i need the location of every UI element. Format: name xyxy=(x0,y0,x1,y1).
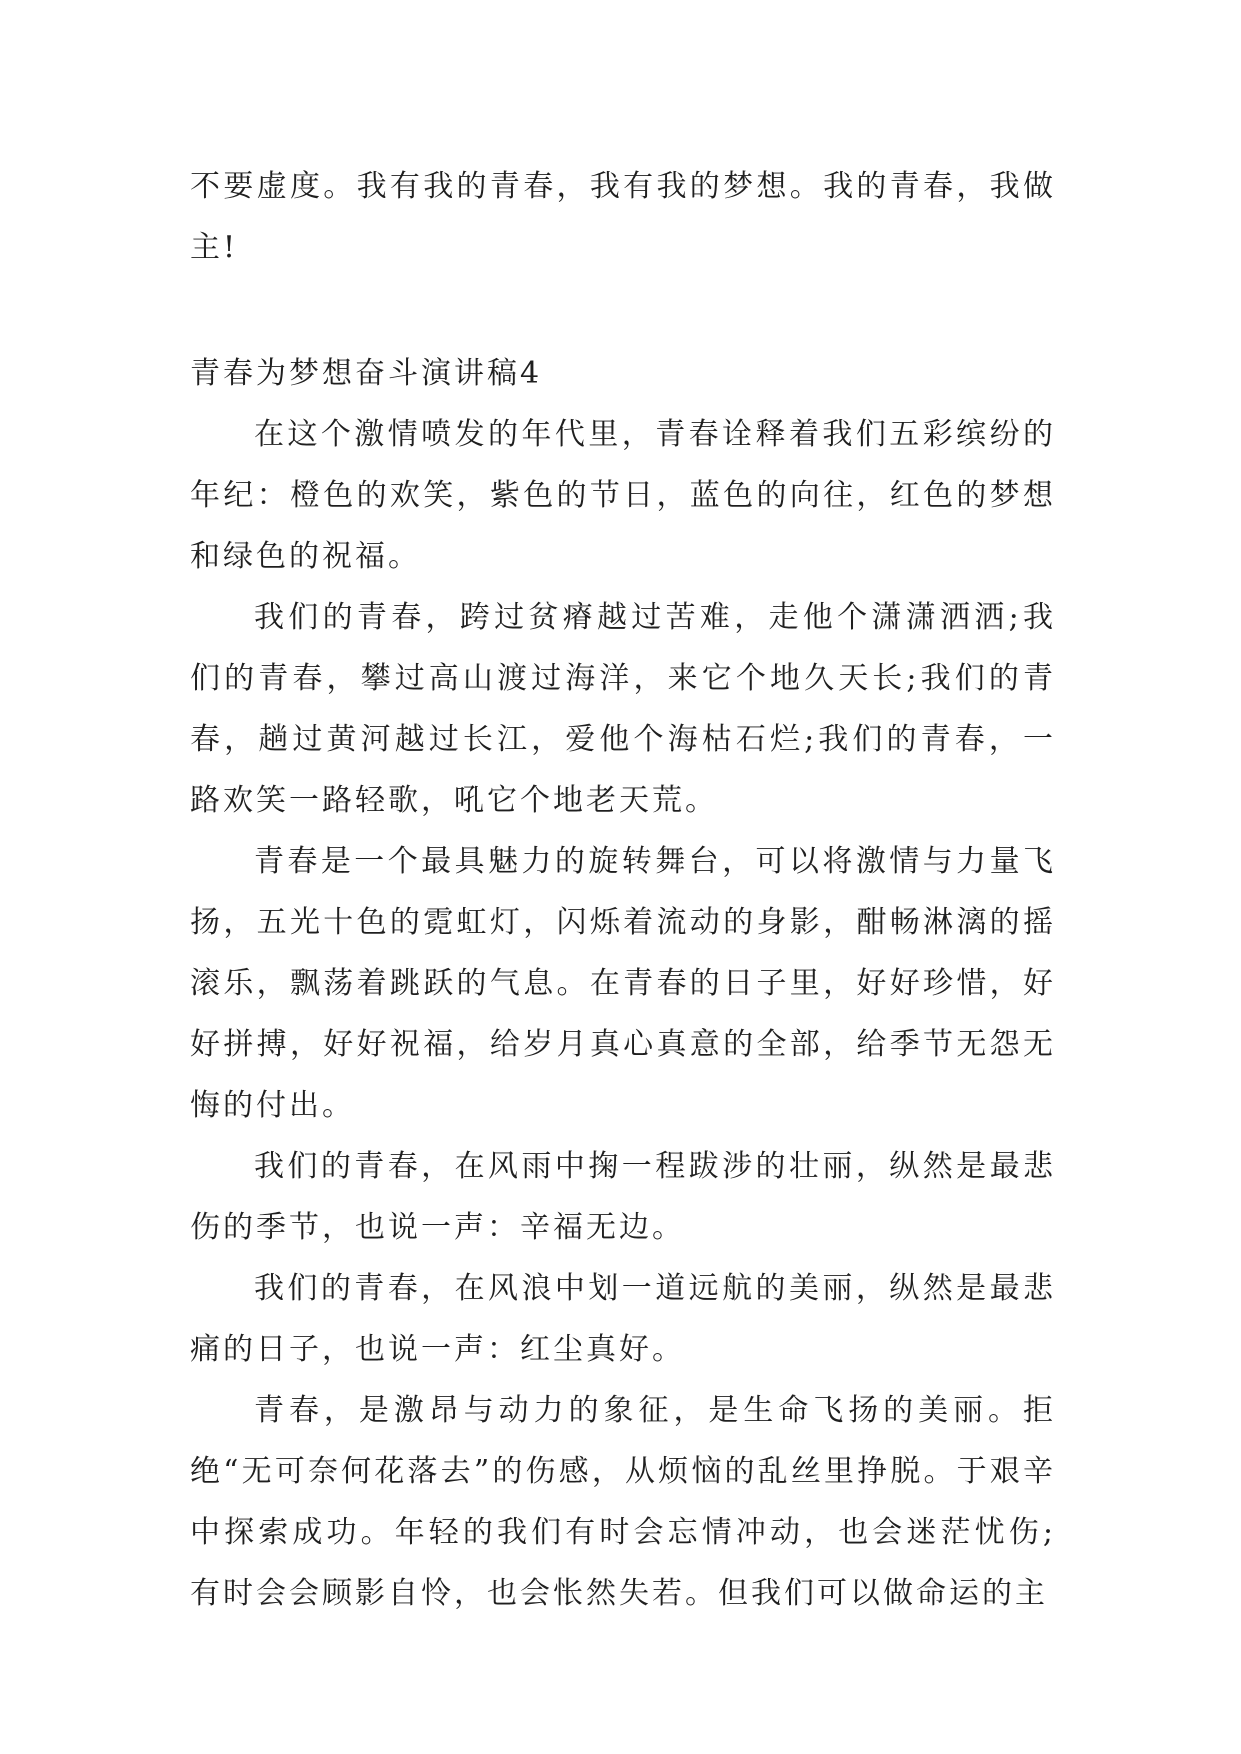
paragraph-1: 在这个激情喷发的年代里，青春诠释着我们五彩缤纷的年纪：橙色的欢笑，紫色的节日，蓝色的向往，红色的梦想和绿色的祝福。 xyxy=(190,417,1056,574)
continuation-paragraph: 不要虚度。我有我的青春，我有我的梦想。我的青春，我做主! xyxy=(190,169,1056,265)
paragraph-4: 我们的青春，在风雨中掬一程跋涉的壮丽，纵然是最悲伤的季节，也说一声：辛福无边。 xyxy=(190,1149,1056,1245)
paragraph-5: 我们的青春，在风浪中划一道远航的美丽，纵然是最悲痛的日子，也说一声：红尘真好。 xyxy=(190,1271,1056,1367)
paragraph-3: 青春是一个最具魅力的旋转舞台，可以将激情与力量飞扬，五光十色的霓虹灯，闪烁着流动的身影，酣畅淋漓的摇滚乐，飘荡着跳跃的气息。在青春的日子里，好好珍惜，好好拼搏，好好祝福，给岁月真心真意的全部，给季节无怨无悔的付出。 xyxy=(190,844,1056,1123)
section-title: 青春为梦想奋斗演讲稿4 xyxy=(190,356,543,391)
paragraph-2: 我们的青春，跨过贫瘠越过苦难，走他个潇潇洒洒;我们的青春，攀过高山渡过海洋，来它个地久天长;我们的青春，趟过黄河越过长江，爱他个海枯石烂;我们的青春，一路欢笑一路轻歌，吼它个地老天荒。 xyxy=(190,600,1056,818)
paragraph-6: 青春，是激昂与动力的象征，是生命飞扬的美丽。拒绝“无可奈何花落去”的伤感，从烦恼的乱丝里挣脱。于艰辛中探索成功。年轻的我们有时会忘情冲动，也会迷茫忧伤;有时会会顾影自怜，也会怅然失若。但我们可以做命运的主 xyxy=(190,1393,1056,1611)
document-body xyxy=(190,156,1056,1624)
